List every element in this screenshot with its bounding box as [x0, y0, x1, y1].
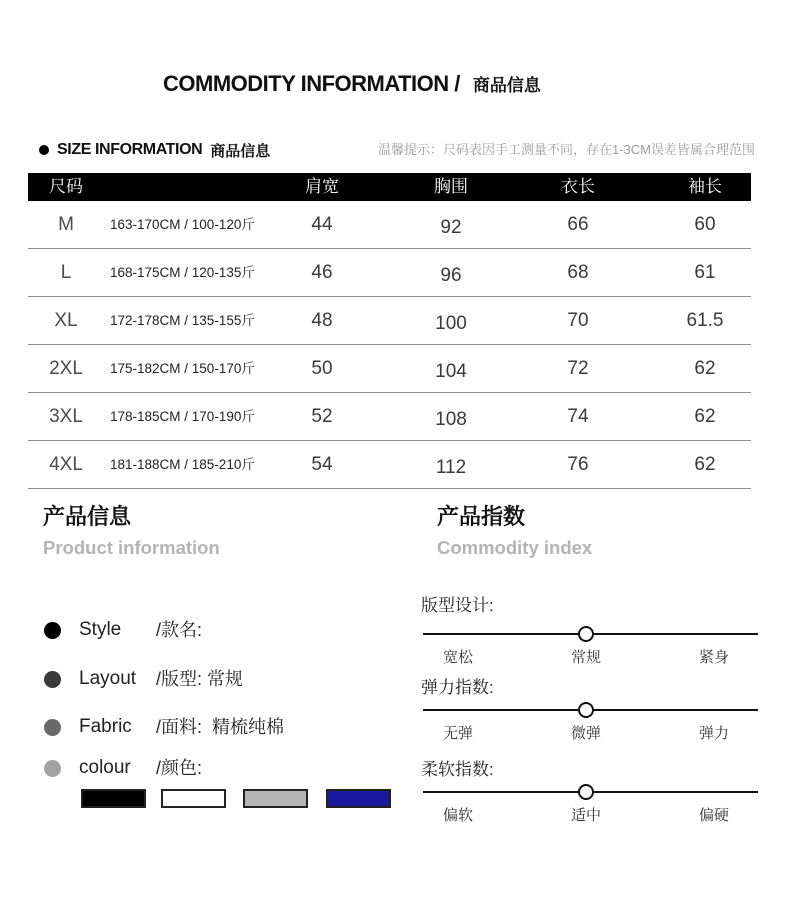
info-item-style	[0, 616, 400, 644]
info-label: colour	[79, 757, 131, 778]
info-label: Layout	[79, 668, 137, 689]
sleeve-cell: 62	[694, 406, 716, 427]
dot-icon	[44, 671, 61, 688]
header-sleeve: 袖长	[688, 177, 722, 196]
scale-label: 无弹	[442, 725, 473, 742]
chest-cell: 108	[435, 409, 467, 430]
page-title-en: COMMODITY INFORMATION /	[163, 71, 460, 96]
size-cell: 4XL	[49, 454, 83, 475]
sleeve-cell: 62	[694, 358, 716, 379]
size-cell: XL	[54, 310, 78, 331]
fit-cell: 181-188CM / 185-210斤	[110, 457, 255, 472]
product-info-title-cn: 产品信息	[43, 504, 132, 529]
color-swatch-white	[161, 789, 226, 808]
color-swatch-grey	[243, 789, 308, 808]
length-cell: 72	[567, 358, 589, 379]
scale-title: 版型设计:	[421, 596, 494, 615]
size-heading-cn: 商品信息	[210, 142, 271, 160]
scale-label: 适中	[570, 807, 601, 824]
size-cell: 2XL	[49, 358, 83, 379]
page-title	[163, 71, 541, 98]
info-value: /面料: 精梳纯棉	[156, 717, 285, 737]
scale-title: 弹力指数:	[421, 678, 494, 697]
table-row	[28, 201, 751, 249]
color-swatch-blue	[326, 789, 391, 808]
shoulder-cell: 52	[311, 406, 333, 427]
table-row	[28, 249, 751, 297]
bullet-icon	[39, 145, 49, 155]
info-item-colour	[0, 754, 400, 782]
dot-icon	[44, 622, 61, 639]
fit-cell: 172-178CM / 135-155斤	[110, 313, 255, 328]
size-table	[28, 173, 751, 489]
scale-label: 宽松	[442, 649, 473, 666]
header-shoulder: 肩宽	[305, 177, 339, 196]
scale-label: 紧身	[698, 649, 729, 666]
length-cell: 70	[567, 310, 589, 331]
shoulder-cell: 46	[311, 262, 333, 283]
fit-cell: 168-175CM / 120-135斤	[110, 265, 255, 280]
header-chest: 胸围	[434, 177, 468, 196]
fit-cell: 178-185CM / 170-190斤	[110, 409, 255, 424]
fit-cell: 163-170CM / 100-120斤	[110, 217, 255, 232]
chest-cell: 92	[440, 217, 462, 238]
table-row	[28, 345, 751, 393]
table-row	[28, 297, 751, 345]
shoulder-cell: 54	[311, 454, 333, 475]
color-swatch-black	[81, 789, 146, 808]
info-label: Style	[79, 619, 122, 640]
info-value: /颜色:	[156, 758, 203, 778]
scale-label: 偏硬	[698, 807, 729, 824]
table-row	[28, 441, 751, 489]
scale-label: 偏软	[442, 807, 473, 824]
info-value: /版型: 常规	[156, 669, 244, 689]
size-note: 温馨提示：尺码表因手工测量不同，存在1-3CM误差皆属合理范围	[377, 142, 755, 157]
length-cell: 76	[567, 454, 589, 475]
product-info-title-en: Product information	[43, 537, 220, 558]
info-value: /款名:	[156, 620, 203, 640]
commodity-index-title-cn: 产品指数	[437, 504, 526, 529]
size-heading	[39, 139, 270, 161]
scale-title: 柔软指数:	[421, 760, 494, 779]
header-length: 衣长	[561, 177, 595, 196]
dot-icon	[44, 760, 61, 777]
shoulder-cell: 48	[311, 310, 333, 331]
scale-label: 微弹	[570, 725, 601, 742]
size-cell: L	[60, 262, 72, 283]
sleeve-cell: 61	[694, 262, 716, 283]
info-item-layout	[0, 665, 400, 693]
sleeve-cell: 62	[694, 454, 716, 475]
length-cell: 74	[567, 406, 589, 427]
page-title-cn: 商品信息	[472, 76, 541, 95]
shoulder-cell: 50	[311, 358, 333, 379]
fit-cell: 175-182CM / 150-170斤	[110, 361, 255, 376]
header-size: 尺码	[49, 177, 83, 196]
scale-label: 弹力	[698, 725, 729, 742]
scale-marker	[578, 626, 594, 642]
sleeve-cell: 61.5	[686, 310, 724, 331]
length-cell: 66	[567, 214, 589, 235]
table-header	[28, 173, 751, 201]
shoulder-cell: 44	[311, 214, 333, 235]
size-cell: 3XL	[49, 406, 83, 427]
size-heading-en: SIZE INFORMATION	[57, 141, 203, 158]
chest-cell: 96	[440, 265, 462, 286]
info-item-fabric	[0, 713, 400, 741]
scale-marker	[578, 702, 594, 718]
table-row	[28, 393, 751, 441]
chest-cell: 100	[435, 313, 467, 334]
length-cell: 68	[567, 262, 589, 283]
commodity-index-title-en: Commodity index	[437, 537, 593, 558]
sleeve-cell: 60	[694, 214, 716, 235]
chest-cell: 112	[435, 457, 467, 478]
scale-marker	[578, 784, 594, 800]
dot-icon	[44, 719, 61, 736]
scale-label: 常规	[570, 649, 601, 666]
chest-cell: 104	[435, 361, 467, 382]
size-cell: M	[58, 214, 74, 235]
info-label: Fabric	[79, 716, 132, 737]
